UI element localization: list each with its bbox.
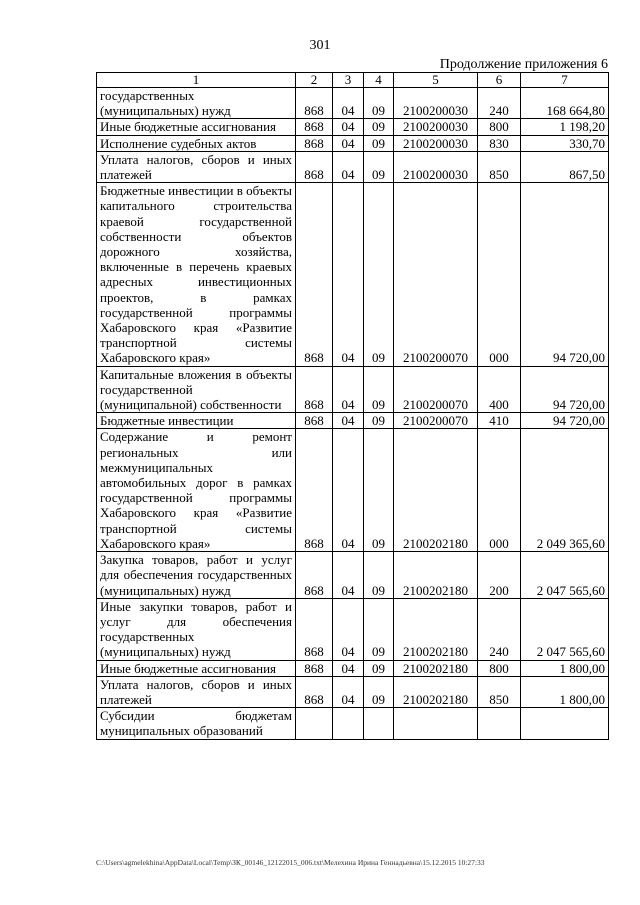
amount-cell: 2 047 565,60 xyxy=(521,552,609,599)
section-cell xyxy=(333,708,364,739)
subsection-cell: 09 xyxy=(364,598,394,660)
table-row xyxy=(97,413,609,429)
section-cell: 04 xyxy=(333,366,364,413)
expense-type-cell: 000 xyxy=(478,429,521,552)
table-row xyxy=(97,151,609,182)
section-cell: 04 xyxy=(333,598,364,660)
expense-type-cell: 410 xyxy=(478,413,521,429)
target-article-cell: 2100200070 xyxy=(394,413,478,429)
amount-cell: 94 720,00 xyxy=(521,413,609,429)
row-name-cell: Закупка товаров, работ и услуг для обеспечения государственных (муниципальных) нужд xyxy=(97,552,296,599)
amount-cell: 2 049 365,60 xyxy=(521,429,609,552)
target-article-cell: 2100202180 xyxy=(394,660,478,676)
table-row xyxy=(97,676,609,707)
grbs-cell: 868 xyxy=(296,88,333,119)
subsection-cell: 09 xyxy=(364,366,394,413)
continuation-label: Продолжение приложения 6 xyxy=(439,57,608,72)
subsection-cell: 09 xyxy=(364,413,394,429)
table-row xyxy=(97,119,609,135)
expense-type-cell: 200 xyxy=(478,552,521,599)
section-cell: 04 xyxy=(333,135,364,151)
table-row xyxy=(97,598,609,660)
amount-cell: 1 198,20 xyxy=(521,119,609,135)
table-row xyxy=(97,183,609,366)
table-row xyxy=(97,429,609,552)
column-header: 7 xyxy=(521,73,609,88)
grbs-cell xyxy=(296,708,333,739)
subsection-cell: 09 xyxy=(364,151,394,182)
subsection-cell: 09 xyxy=(364,660,394,676)
target-article-cell: 2100202180 xyxy=(394,598,478,660)
target-article-cell: 2100202180 xyxy=(394,676,478,707)
subsection-cell: 09 xyxy=(364,119,394,135)
section-cell: 04 xyxy=(333,413,364,429)
table-row xyxy=(97,88,609,119)
amount-cell: 867,50 xyxy=(521,151,609,182)
table-body xyxy=(97,88,609,740)
expense-type-cell: 240 xyxy=(478,598,521,660)
target-article-cell: 2100200070 xyxy=(394,366,478,413)
expense-type-cell: 850 xyxy=(478,151,521,182)
expense-type-cell: 830 xyxy=(478,135,521,151)
column-header: 2 xyxy=(296,73,333,88)
amount-cell: 2 047 565,60 xyxy=(521,598,609,660)
subsection-cell: 09 xyxy=(364,429,394,552)
grbs-cell: 868 xyxy=(296,676,333,707)
target-article-cell: 2100200070 xyxy=(394,183,478,366)
grbs-cell: 868 xyxy=(296,660,333,676)
row-name-cell: Капитальные вложения в объекты государственной (муниципальной) собственности xyxy=(97,366,296,413)
row-name-cell: Уплата налогов, сборов и иных платежей xyxy=(97,676,296,707)
section-cell: 04 xyxy=(333,676,364,707)
target-article-cell: 2100200030 xyxy=(394,119,478,135)
row-name-cell: Исполнение судебных актов xyxy=(97,135,296,151)
grbs-cell: 868 xyxy=(296,429,333,552)
amount-cell: 94 720,00 xyxy=(521,183,609,366)
amount-cell: 1 800,00 xyxy=(521,660,609,676)
table-row xyxy=(97,135,609,151)
table-row xyxy=(97,708,609,739)
column-header: 4 xyxy=(364,73,394,88)
column-header: 3 xyxy=(333,73,364,88)
expense-type-cell: 850 xyxy=(478,676,521,707)
expense-type-cell: 800 xyxy=(478,660,521,676)
row-name-cell: Бюджетные инвестиции xyxy=(97,413,296,429)
column-header: 6 xyxy=(478,73,521,88)
amount-cell: 1 800,00 xyxy=(521,676,609,707)
row-name-cell: Субсидии бюджетам муниципальных образований xyxy=(97,708,296,739)
section-cell: 04 xyxy=(333,552,364,599)
page-number: 301 xyxy=(309,38,331,53)
subsection-cell: 09 xyxy=(364,552,394,599)
expense-type-cell: 800 xyxy=(478,119,521,135)
column-header: 1 xyxy=(97,73,296,88)
row-name-cell: Уплата налогов, сборов и иных платежей xyxy=(97,151,296,182)
grbs-cell: 868 xyxy=(296,598,333,660)
grbs-cell: 868 xyxy=(296,183,333,366)
grbs-cell: 868 xyxy=(296,366,333,413)
grbs-cell: 868 xyxy=(296,151,333,182)
footer-path: C:\Users\agmelekhina\AppData\Local\Temp\ЗК_00146_12122015_006.txt\Мелехина Ирина Геннадьевна\15.12.2015 10:27:33 xyxy=(96,858,485,867)
subsection-cell: 09 xyxy=(364,183,394,366)
table-row xyxy=(97,660,609,676)
row-name-cell: Иные закупки товаров, работ и услуг для обеспечения государственных (муниципальных) нужд xyxy=(97,598,296,660)
amount-cell: 94 720,00 xyxy=(521,366,609,413)
table-row xyxy=(97,366,609,413)
grbs-cell: 868 xyxy=(296,552,333,599)
expense-type-cell: 000 xyxy=(478,183,521,366)
target-article-cell: 2100200030 xyxy=(394,151,478,182)
expense-type-cell: 240 xyxy=(478,88,521,119)
amount-cell: 330,70 xyxy=(521,135,609,151)
subsection-cell: 09 xyxy=(364,135,394,151)
grbs-cell: 868 xyxy=(296,413,333,429)
header-row xyxy=(97,73,609,88)
subsection-cell: 09 xyxy=(364,676,394,707)
amount-cell: 168 664,80 xyxy=(521,88,609,119)
target-article-cell: 2100200030 xyxy=(394,88,478,119)
section-cell: 04 xyxy=(333,119,364,135)
budget-table xyxy=(96,72,609,740)
row-name-cell: государственных (муниципальных) нужд xyxy=(97,88,296,119)
expense-type-cell xyxy=(478,708,521,739)
subsection-cell xyxy=(364,708,394,739)
section-cell: 04 xyxy=(333,88,364,119)
row-name-cell: Иные бюджетные ассигнования xyxy=(97,660,296,676)
row-name-cell: Содержание и ремонт региональных или межмуниципальных автомобильных дорог в рамках государственной программы Хабаровского края «Развитие транспортной системы Хабаровского края» xyxy=(97,429,296,552)
expense-type-cell: 400 xyxy=(478,366,521,413)
target-article-cell xyxy=(394,708,478,739)
row-name-cell: Бюджетные инвестиции в объекты капитального строительства краевой государственной собственности объектов дорожного хозяйства, включенные в перечень краевых адресных инвестиционных проектов, в рамках государственной программы Хабаровского края «Развитие транспортной системы Хабаровского края» xyxy=(97,183,296,366)
section-cell: 04 xyxy=(333,429,364,552)
target-article-cell: 2100202180 xyxy=(394,552,478,599)
grbs-cell: 868 xyxy=(296,119,333,135)
column-header: 5 xyxy=(394,73,478,88)
section-cell: 04 xyxy=(333,151,364,182)
section-cell: 04 xyxy=(333,660,364,676)
table-row xyxy=(97,552,609,599)
row-name-cell: Иные бюджетные ассигнования xyxy=(97,119,296,135)
target-article-cell: 2100202180 xyxy=(394,429,478,552)
target-article-cell: 2100200030 xyxy=(394,135,478,151)
amount-cell xyxy=(521,708,609,739)
grbs-cell: 868 xyxy=(296,135,333,151)
section-cell: 04 xyxy=(333,183,364,366)
subsection-cell: 09 xyxy=(364,88,394,119)
